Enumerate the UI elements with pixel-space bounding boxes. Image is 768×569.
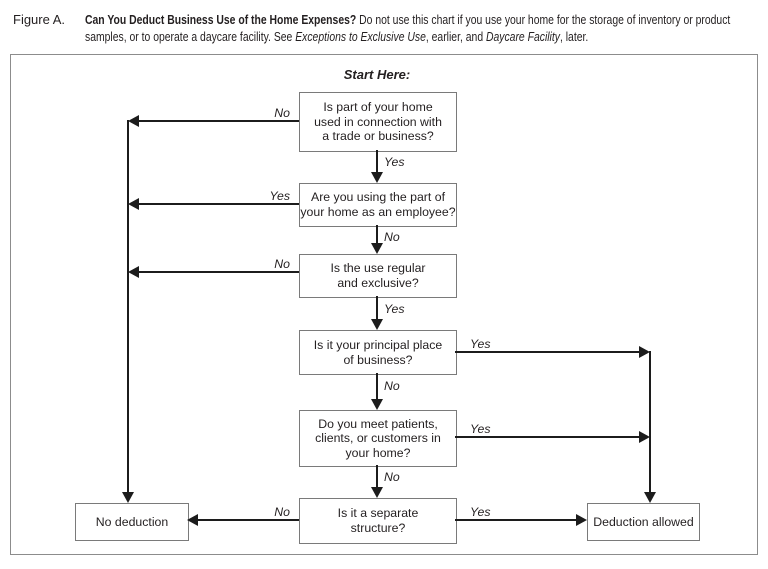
edge-label-q6-no: No (274, 505, 290, 519)
box-text-line: of business? (343, 352, 413, 367)
edge-label-q5-no: No (384, 470, 400, 484)
connector-q6-no-line (198, 519, 299, 521)
figure-title (85, 11, 757, 45)
arrowhead-left-icon (128, 115, 139, 127)
box-text-line: Is the use regular (330, 261, 426, 276)
arrowhead-down-icon (371, 243, 383, 254)
box-text-line: your home as an employee? (300, 205, 456, 219)
box-text-line: used in connection with (314, 114, 442, 129)
arrowhead-down-icon (371, 487, 383, 498)
edge-label-q3-yes: Yes (384, 302, 405, 316)
box-text-line: your home? (345, 445, 411, 460)
connector-q4-q5-line (376, 373, 378, 402)
arrowhead-right-icon (576, 514, 587, 526)
box-text-line: clients, or customers in (315, 431, 441, 446)
connector-q1-left-line (139, 120, 299, 122)
decision-box-q6 (299, 498, 457, 544)
figure-desc-1: Do not use this chart if you use your home for the storage of (356, 12, 636, 27)
connector-q4-right-line (455, 351, 639, 353)
box-text-line: Is it a separate (337, 506, 419, 521)
decision-box-q4 (299, 330, 457, 375)
box-text-line: Is it your principal place (313, 337, 443, 352)
connector-q5-right-line (455, 436, 639, 438)
arrowhead-down-icon (644, 492, 656, 503)
box-text-line: No deduction (95, 514, 169, 529)
arrowhead-down-icon (371, 172, 383, 183)
box-text-line: and exclusive? (337, 276, 419, 290)
figure-label: Figure A. (13, 12, 66, 27)
box-text-line: structure? (350, 521, 406, 535)
start-here-label: Start Here: (343, 67, 411, 82)
edge-label-q2-no: No (384, 230, 400, 244)
connector-q2-left-line (139, 203, 299, 205)
box-text-line: a trade or business? (322, 129, 434, 144)
box-text-line: Do you meet patients, (318, 416, 438, 431)
arrowhead-down-icon (371, 319, 383, 330)
result-box-no-deduction (75, 503, 189, 541)
connector-q6-yes-line (455, 519, 576, 521)
figure-desc-4: , later. (559, 29, 589, 44)
connector-q3-left-line (139, 271, 299, 273)
box-text-line: Are you using the part of (311, 190, 445, 205)
figure-ref-exceptions: Exceptions to Exclusive Use (295, 29, 426, 44)
arrowhead-left-icon (187, 514, 198, 526)
decision-box-q5 (299, 410, 457, 467)
edge-label-q6-yes: Yes (470, 505, 491, 519)
figure-desc-3: , earlier, and (425, 29, 486, 44)
edge-label-q4-no: No (384, 379, 400, 393)
decision-box-q1 (299, 92, 457, 152)
decision-box-q3 (299, 254, 457, 298)
arrowhead-down-icon (371, 399, 383, 410)
arrowhead-left-icon (128, 266, 139, 278)
left-rail-line (127, 120, 129, 492)
edge-label-q2-yes: Yes (269, 189, 290, 203)
arrowhead-down-icon (122, 492, 134, 503)
figure-desc-2: inventory or product samples, or to operate a daycare facility. See (85, 12, 731, 44)
edge-label-q1-no: No (274, 106, 290, 120)
edge-label-q4-yes: Yes (470, 337, 491, 351)
figure-title-bold: Can You Deduct Business Use of the Home Expenses? (85, 12, 357, 27)
figure-ref-daycare: Daycare Facility (485, 29, 560, 44)
edge-label-q5-yes: Yes (470, 422, 491, 436)
edge-label-q3-no: No (274, 257, 290, 271)
box-text-line: Deduction allowed (593, 514, 694, 529)
connector-q1-q2-line (376, 150, 378, 174)
result-box-deduction-allowed (587, 503, 700, 541)
box-text-line: Is part of your home (323, 100, 433, 115)
arrowhead-left-icon (128, 198, 139, 210)
edge-label-q1-yes: Yes (384, 155, 405, 169)
right-rail-line (649, 351, 651, 492)
decision-box-q2 (299, 183, 457, 227)
